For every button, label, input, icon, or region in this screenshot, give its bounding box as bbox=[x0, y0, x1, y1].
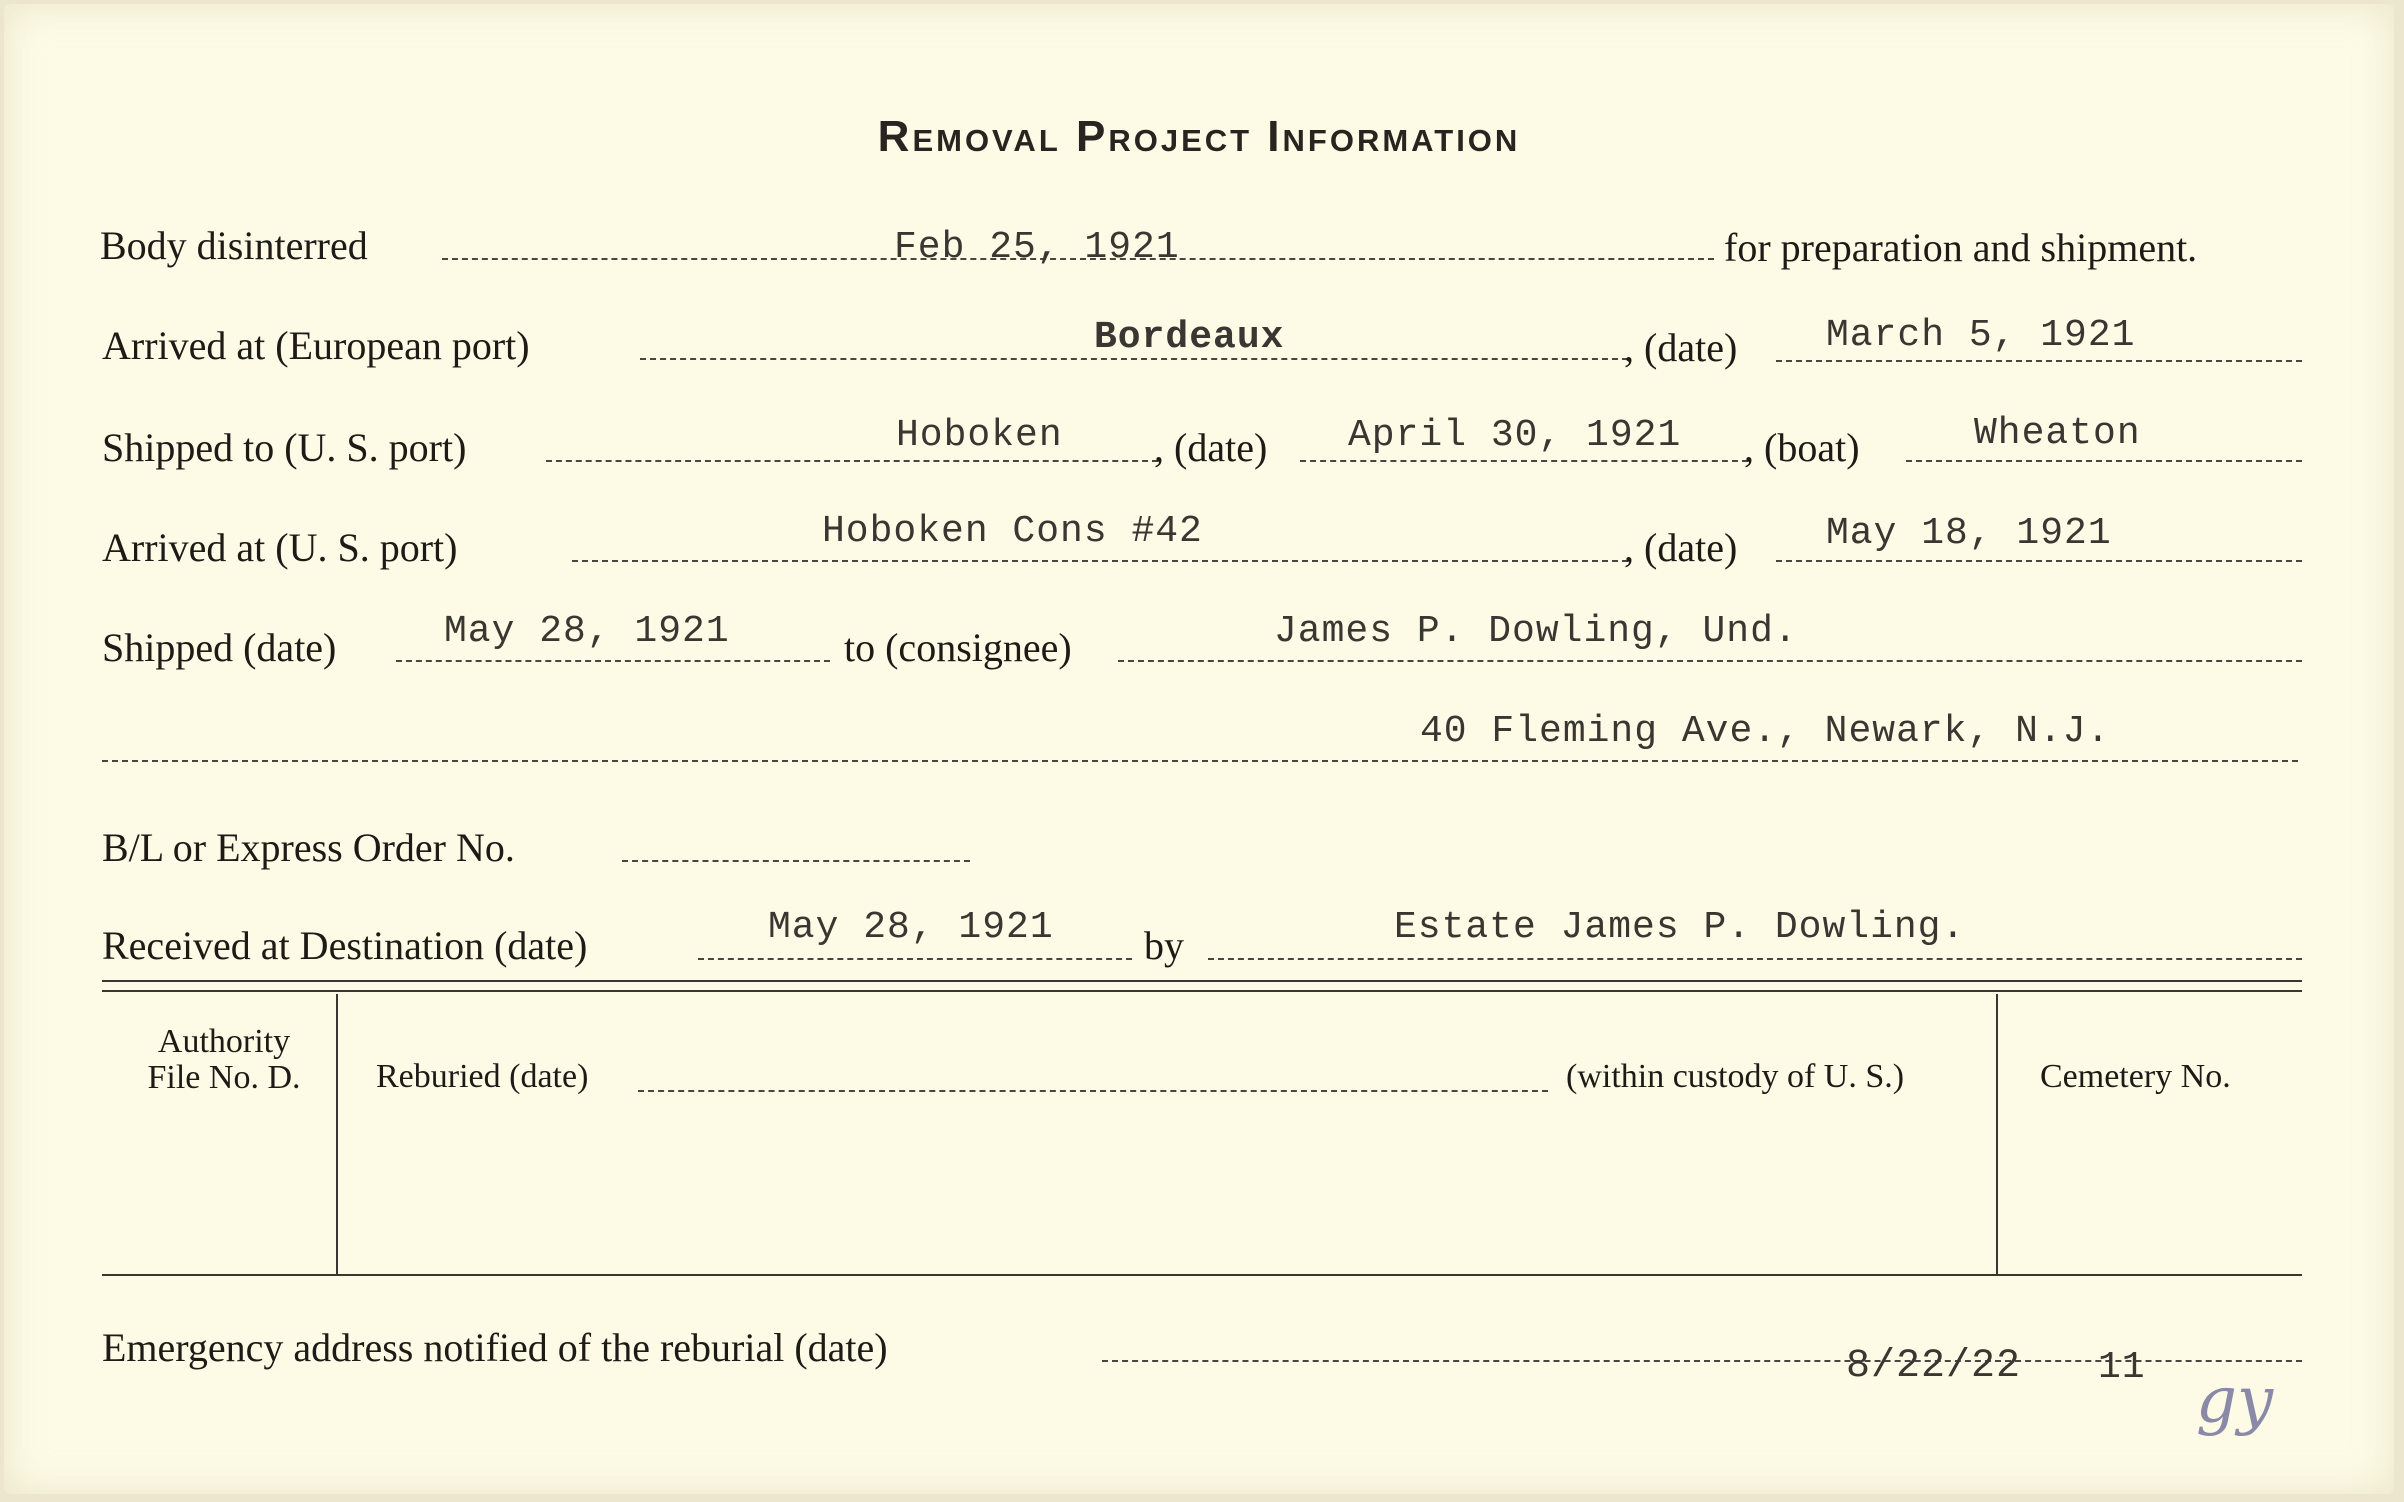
line-arrived-us-port bbox=[572, 560, 1628, 562]
label-custody: (within custody of U. S.) bbox=[1566, 1058, 1905, 1095]
label-cemetery-no: Cemetery No. bbox=[2040, 1058, 2231, 1095]
line-reburied bbox=[638, 1090, 1548, 1092]
label-shipped-us-port: Shipped to (U. S. port) bbox=[102, 425, 467, 470]
table-top-rule-2 bbox=[102, 990, 2302, 992]
value-eu-date: March 5, 1921 bbox=[1826, 314, 2136, 357]
line-shipped-date bbox=[396, 660, 830, 662]
value-consignee: James P. Dowling, Und. bbox=[1274, 610, 1798, 653]
value-shipped-date: May 28, 1921 bbox=[444, 610, 730, 653]
label-shipped-date: Shipped (date) bbox=[102, 625, 337, 670]
label-bl-order: B/L or Express Order No. bbox=[102, 825, 515, 870]
label-file-no: File No. D. bbox=[147, 1059, 301, 1096]
line-us-port bbox=[546, 460, 1158, 462]
value-european-port: Bordeaux bbox=[1094, 316, 1285, 359]
table-divider-left bbox=[336, 994, 338, 1274]
value-us-ship-date: April 30, 1921 bbox=[1348, 414, 1682, 457]
line-received-date bbox=[698, 958, 1132, 960]
value-received-date: May 28, 1921 bbox=[768, 906, 1054, 949]
value-emergency-code: 11 bbox=[2098, 1346, 2146, 1389]
line-consignee bbox=[1118, 660, 2302, 662]
value-us-port: Hoboken bbox=[896, 414, 1063, 457]
value-received-by: Estate James P. Dowling. bbox=[1394, 906, 1966, 949]
label-arrived-us-port: Arrived at (U. S. port) bbox=[102, 525, 458, 570]
label-emergency-address: Emergency address notified of the reburial (date) bbox=[102, 1325, 888, 1370]
label-body-disinterred: Body disinterred bbox=[100, 223, 368, 268]
value-arrived-us-port: Hoboken Cons #42 bbox=[822, 510, 1203, 553]
label-for-preparation: for preparation and shipment. bbox=[1724, 225, 2198, 270]
form-title bbox=[4, 112, 2394, 162]
label-us-ship-date: , (date) bbox=[1154, 425, 1268, 470]
value-consignee-address: 40 Fleming Ave., Newark, N.J. bbox=[1420, 710, 2111, 753]
value-arrived-us-date: May 18, 1921 bbox=[1826, 512, 2112, 555]
line-consignee-address bbox=[102, 760, 2298, 762]
line-bl-order bbox=[622, 860, 970, 862]
line-arrived-us-date bbox=[1776, 560, 2302, 562]
value-disinterred-date: Feb 25, 1921 bbox=[894, 226, 1180, 269]
label-eu-date: , (date) bbox=[1624, 325, 1738, 370]
label-to-consignee: to (consignee) bbox=[844, 625, 1072, 670]
line-eu-date bbox=[1776, 360, 2302, 362]
label-received-by: by bbox=[1144, 923, 1184, 968]
line-received-by bbox=[1208, 958, 2302, 960]
label-arrived-european-port: Arrived at (European port) bbox=[102, 323, 530, 368]
table-top-rule-1 bbox=[102, 980, 2302, 982]
table-divider-right bbox=[1996, 994, 1998, 1274]
label-authority: Authority bbox=[157, 1023, 291, 1060]
line-boat bbox=[1906, 460, 2302, 462]
label-received-destination: Received at Destination (date) bbox=[102, 923, 588, 968]
label-authority-file bbox=[124, 1024, 324, 1096]
form-title-text: Removal Project Information bbox=[877, 112, 1521, 161]
label-arrived-us-date: , (date) bbox=[1624, 525, 1738, 570]
pencil-mark: gy bbox=[2196, 1364, 2274, 1438]
line-us-ship-date bbox=[1300, 460, 1748, 462]
value-boat: Wheaton bbox=[1974, 412, 2141, 455]
value-emergency-date: 8/22/22 bbox=[1846, 1344, 2022, 1389]
table-bottom-rule bbox=[102, 1274, 2302, 1276]
label-reburied: Reburied (date) bbox=[376, 1058, 589, 1095]
removal-project-card bbox=[4, 4, 2394, 1494]
label-boat: , (boat) bbox=[1744, 425, 1860, 470]
